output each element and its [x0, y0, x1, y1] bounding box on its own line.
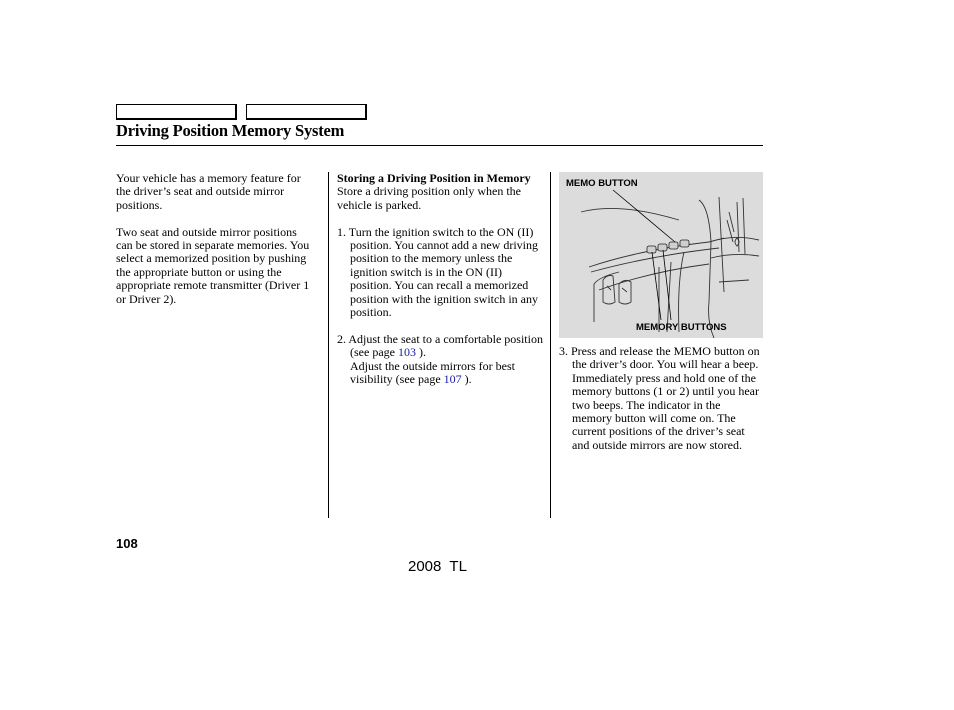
intro-paragraph-1: Your vehicle has a memory feature for the driver’s seat and outside mirror positions. [116, 171, 301, 212]
door-panel-figure [559, 172, 763, 338]
column-storing [337, 172, 543, 400]
step-2 [337, 333, 543, 387]
door-panel-illustration [559, 172, 763, 338]
step-2-text-a: 2. Adjust the seat to a comfortable position (see page [337, 331, 543, 360]
page-title: Driving Position Memory System [116, 121, 345, 140]
page-number: 108 [116, 536, 138, 551]
step-2-text-c: Adjust the outside mirrors for best visibility (see page [350, 358, 515, 387]
nav-tab-1[interactable] [116, 104, 237, 120]
page-link-107[interactable]: 107 [443, 372, 462, 387]
step-1: 1. Turn the ignition switch to the ON (II) position. You cannot add a new driving position to the memory unless the ignition switch is in the ON (II) position. You can recall a memorized position with the ignition switch in any position. [337, 224, 538, 320]
memory-buttons-label: MEMORY BUTTONS [636, 322, 727, 333]
step-2-text-b: ). [415, 345, 426, 360]
intro-paragraph-2: Two seat and outside mirror positions can be stored in separate memories. You select a memorized position by pushing the appropriate button or using the appropriate remote transmitter (Driver 1 or Driver 2). [116, 224, 310, 306]
title-rule [116, 145, 763, 146]
column-divider-2 [550, 172, 551, 518]
step-2-text-d: ). [461, 372, 472, 387]
column-intro [116, 172, 316, 319]
page-link-103[interactable]: 103 [397, 345, 416, 360]
nav-tab-2[interactable] [246, 104, 367, 120]
column-step-3 [559, 345, 763, 466]
memo-button-label: MEMO BUTTON [566, 178, 638, 189]
column-divider-1 [328, 172, 329, 518]
storing-intro: Store a driving position only when the vehicle is parked. [337, 184, 521, 212]
model-name: 2008 TL [408, 558, 467, 575]
step-3: 3. Press and release the MEMO button on the driver’s door. You will hear a beep. Immediately press and hold one of the memory buttons (1 or 2) until you hear two beeps. The indicator in the memory button will come on. The current positions of the driver’s seat and outside mirrors are now stored. [559, 344, 760, 452]
section-subheading: Storing a Driving Position in Memory [337, 171, 531, 185]
